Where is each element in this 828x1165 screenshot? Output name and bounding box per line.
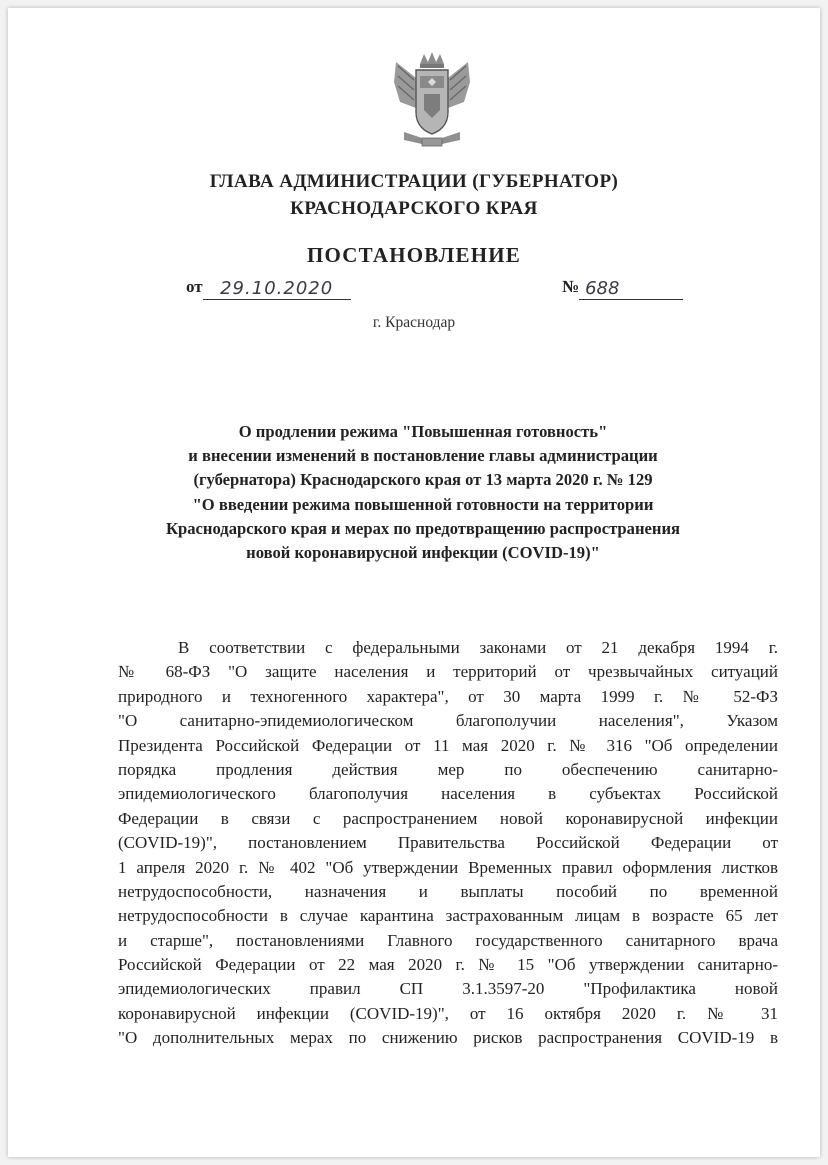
body-line: 1 апреля 2020 г. № 402 "Об утверждении Временных правил оформления листков: [118, 857, 778, 877]
body-line: В соответствии с федеральными законами от 21 декабря 1994 г.: [178, 638, 778, 657]
body-line: Федерации в связи с распространением новой коронавирусной инфекции: [118, 808, 778, 828]
body-line: порядка продления действия мер по обеспечению санитарно-: [118, 759, 778, 779]
body-line: коронавирусной инфекции (COVID-19)", от 16 октября 2020 г. № 31: [118, 1003, 778, 1023]
body-line: Президента Российской Федерации от 11 мая 2020 г. № 316 "Об определении: [118, 735, 778, 755]
body-line: "О санитарно-эпидемиологическом благополучии населения", Указом: [118, 711, 778, 731]
number-field: 688: [579, 279, 683, 300]
date-field: 29.10.2020: [203, 279, 351, 300]
document-page: [8, 8, 820, 1157]
city: г. Краснодар: [372, 314, 456, 331]
body-line: природного и техногенного характера", от 30 марта 1999 г. № 52-ФЗ: [118, 686, 778, 706]
body-line: № 68-ФЗ "О защите населения и территорий от чрезвычайных ситуаций: [118, 662, 778, 682]
body-line: эпидемиологического благополучия населения в субъектах Российской: [118, 784, 778, 804]
body-line: Российской Федерации от 22 мая 2020 г. № 15 "Об утверждении санитарно-: [118, 955, 778, 975]
body-line: нетрудоспособности, назначения и выплаты пособий по временной: [118, 881, 778, 901]
body-line: эпидемиологических правил СП 3.1.3597-20 "Профилактика новой: [118, 979, 778, 999]
body-line: и старше", постановлениями Главного государственного санитарного врача: [118, 930, 778, 950]
body-paragraph: [118, 636, 778, 1051]
title-line: "О введении режима повышенной готовности на территории: [192, 494, 654, 514]
issuer-title-line1: ГЛАВА АДМИНИСТРАЦИИ (ГУБЕРНАТОР): [209, 171, 619, 192]
document-type: ПОСТАНОВЛЕНИЕ: [306, 243, 522, 267]
title-line: О продлении режима "Повышенная готовность": [238, 422, 608, 441]
date-row: [186, 274, 351, 300]
issuer-title-line2: КРАСНОДАРСКОГО КРАЯ: [290, 198, 538, 219]
title-line: и внесении изменений в постановление главы администрации: [188, 446, 658, 466]
krasnodar-coat-of-arms-icon: [390, 48, 474, 152]
title-line: (губернатора) Краснодарского края от 13 марта 2020 г. № 129: [193, 470, 653, 490]
number-label: №: [562, 277, 580, 296]
number-row: [562, 274, 683, 300]
title-line: Краснодарского края и мерах по предотвращению распространения: [166, 518, 680, 538]
body-line: (COVID-19)", постановлением Правительства Российской Федерации от: [118, 833, 778, 853]
document-title: [78, 420, 768, 565]
body-line: нетрудоспособности в случае карантина застрахованным лицам в возрасте 65 лет: [118, 906, 778, 926]
date-label: от: [186, 277, 203, 296]
body-line: "О дополнительных мерах по снижению рисков распространения COVID-19 в: [118, 1028, 778, 1048]
title-line: новой коронавирусной инфекции (COVID-19)": [246, 543, 600, 563]
